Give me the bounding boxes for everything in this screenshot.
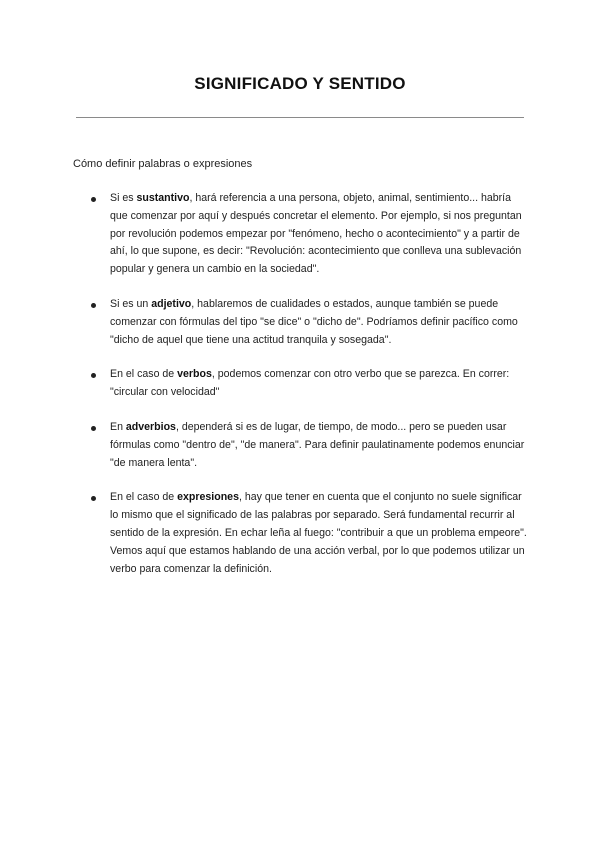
list-item-adverbios — [91, 419, 531, 472]
section-subtitle: Cómo definir palabras o expresiones — [73, 158, 253, 170]
item-text-post: , podemos comenzar con otro verbo que se parezca. En correr: "circular con velocidad" — [110, 368, 510, 399]
item-text-pre: En — [110, 420, 126, 433]
list-item-adjetivo — [91, 296, 531, 349]
bullet-icon — [91, 197, 96, 202]
definitions-list — [91, 190, 531, 595]
item-text-pre: Si es — [110, 192, 137, 204]
item-keyword: adjetivo — [151, 297, 192, 310]
bullet-icon — [91, 496, 96, 501]
list-item-sustantivo — [91, 190, 531, 279]
page-title: SIGNIFICADO Y SENTIDO — [194, 74, 406, 93]
item-keyword: expresiones — [177, 491, 239, 504]
item-text-pre: En el caso de — [110, 368, 178, 381]
list-item-expresiones — [91, 489, 531, 578]
bullet-icon — [91, 426, 96, 431]
item-text-post: , hablaremos de cualidades o estados, aunque también se puede comenzar con fórmulas del tipo "se dice" o "dicho de". Podríamos definir pacífico como "dicho de aquel que tiene una actitud tranquila y sosegada". — [110, 297, 518, 346]
item-text-post: , dependerá si es de lugar, de tiempo, de modo... pero se pueden usar fórmulas como "dentro de", "de manera". Para definir paulatinamente podemos enunciar "de manera lenta". — [110, 420, 525, 469]
item-keyword: verbos — [177, 368, 212, 381]
list-item-verbos — [91, 366, 531, 402]
item-text-post: , hay que tener en cuenta que el conjunto no suele significar lo mismo que el significado de las palabras por separado. Será fundamental recurrir al sentido de la expresión. En echar leña al fuego: "contribuir a que un problema empeore". Vemos aquí que estamos hablando de una acción verbal, por lo que podemos utilizar un verbo para comenzar la definición. — [110, 491, 527, 575]
bullet-icon — [91, 303, 96, 308]
item-keyword: adverbios — [125, 420, 176, 433]
title-divider — [76, 117, 524, 118]
item-text-post: , hará referencia a una persona, objeto, animal, sentimiento... habría que comenzar por aquí y después concretar el elemento. Por ejemplo, si nos preguntan por revolución podemos empezar por "fenómeno, hecho o acontecimiento" y a partir de ahí, lo que supone, es decir: "Revolución: acontecimiento que conlleva una sublevación popular y genera un cambio en la sociedad". — [110, 192, 522, 276]
item-text-pre: En el caso de — [110, 491, 178, 504]
item-keyword: sustantivo — [136, 192, 190, 204]
bullet-icon — [91, 373, 96, 378]
item-text-pre: Si es un — [110, 297, 152, 310]
